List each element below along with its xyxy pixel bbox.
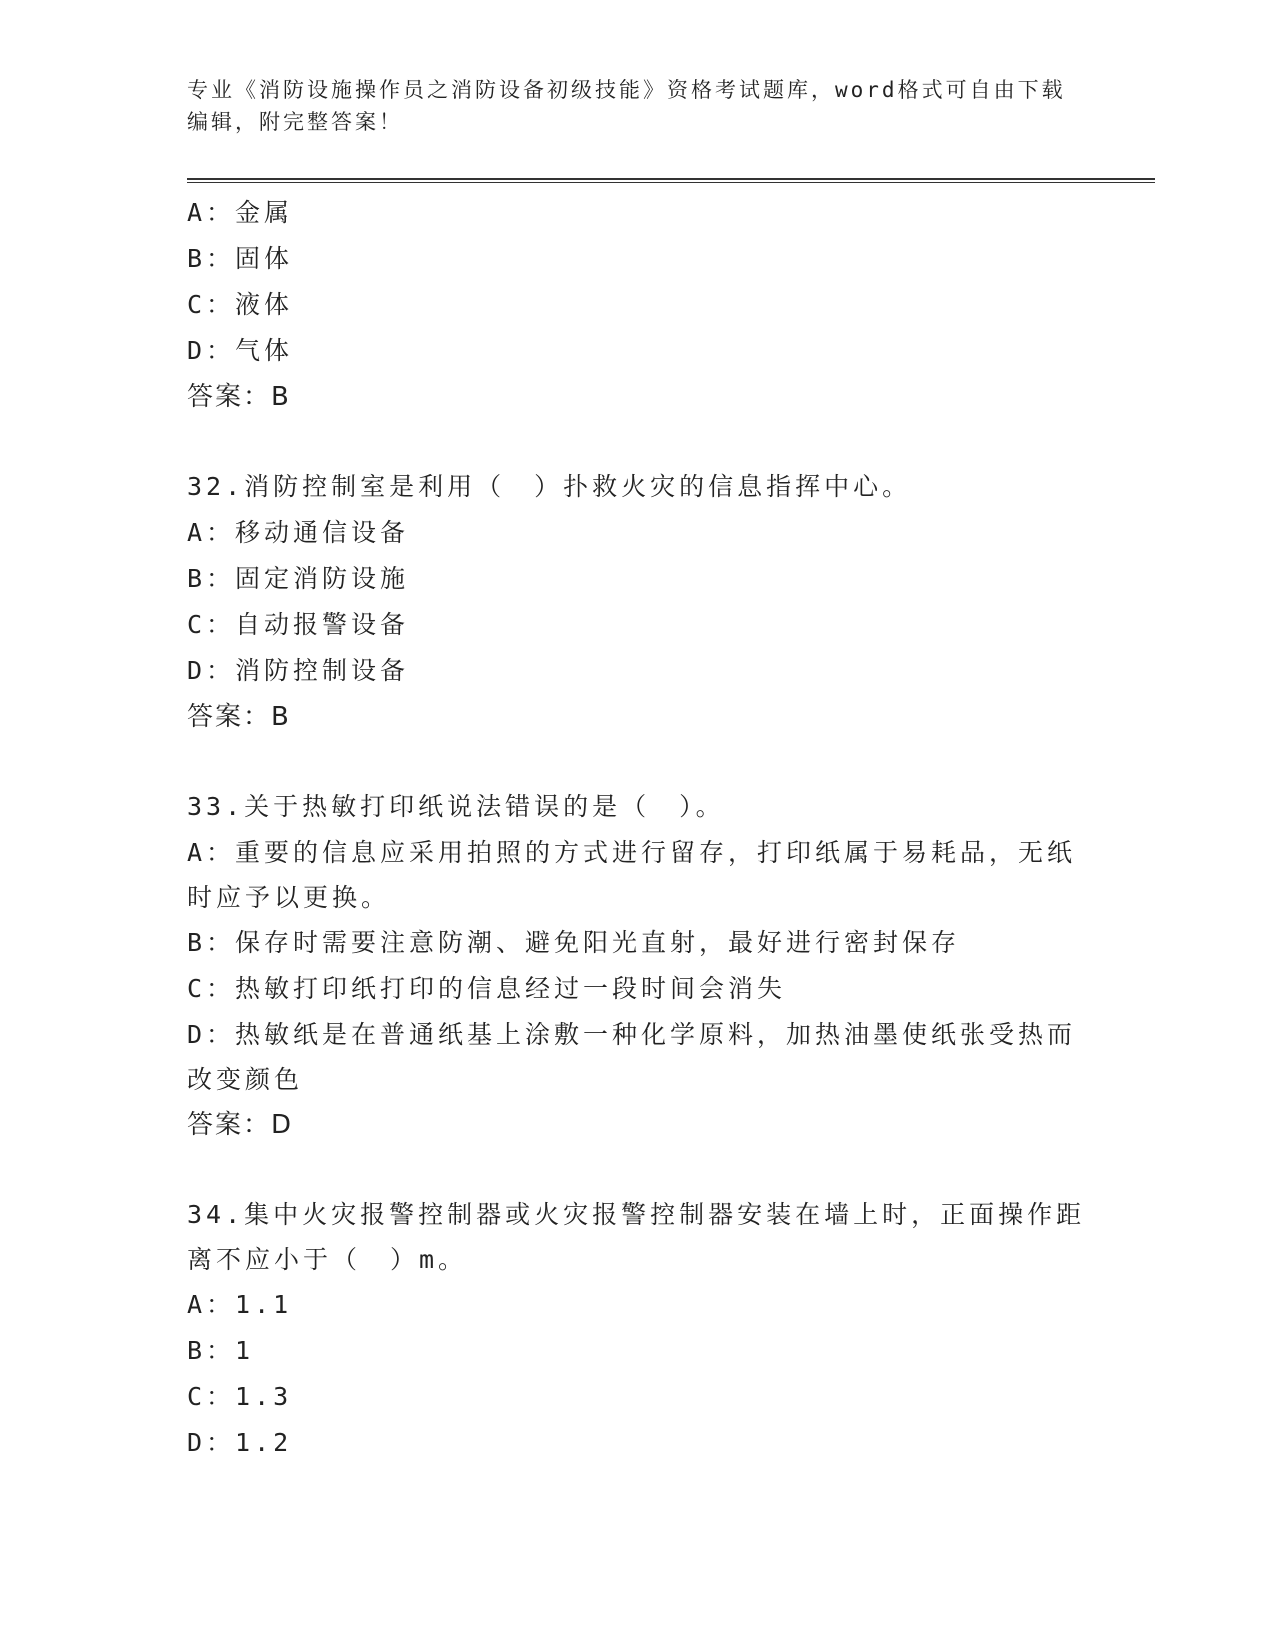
question-stem: 34.集中火灾报警控制器或火灾报警控制器安装在墙上时，正面操作距离不应小于（ ）m。 — [187, 1200, 1086, 1274]
document-header: 专业《消防设施操作员之消防设备初级技能》资格考试题库，word格式可自由下载编辑，附完整答案！ — [187, 78, 1066, 134]
option-a: A：移动通信设备 — [187, 518, 410, 547]
question-34 — [187, 1192, 1087, 1466]
answer-label: 答案：B — [187, 702, 291, 732]
question-33 — [187, 784, 1087, 1148]
option-a: A：1.1 — [187, 1290, 293, 1319]
option-b: B：1 — [187, 1336, 255, 1365]
option-d: D：热敏纸是在普通纸基上涂敷一种化学原料，加热油墨使纸张受热而改变颜色 — [187, 1020, 1077, 1094]
question-stem: 32.消防控制室是利用（ ）扑救火灾的信息指挥中心。 — [187, 472, 912, 501]
previous-question-tail — [187, 190, 1087, 420]
option-d: D：气体 — [187, 336, 294, 365]
option-c: C：热敏打印纸打印的信息经过一段时间会消失 — [187, 974, 787, 1003]
header-divider — [187, 178, 1155, 183]
option-c: C：自动报警设备 — [187, 610, 410, 639]
answer-label: 答案：D — [187, 1110, 294, 1140]
option-a: A：金属 — [187, 198, 294, 227]
option-c: C：液体 — [187, 290, 294, 319]
option-d: D：1.2 — [187, 1428, 293, 1457]
option-b: B：保存时需要注意防潮、避免阳光直射，最好进行密封保存 — [187, 928, 961, 957]
question-list — [187, 190, 1087, 1466]
question-stem: 33.关于热敏打印纸说法错误的是（ ）。 — [187, 792, 725, 821]
option-b: B：固定消防设施 — [187, 564, 410, 593]
option-b: B：固体 — [187, 244, 294, 273]
option-d: D：消防控制设备 — [187, 656, 410, 685]
option-c: C：1.3 — [187, 1382, 293, 1411]
answer-label: 答案：B — [187, 382, 291, 412]
option-a: A：重要的信息应采用拍照的方式进行留存，打印纸属于易耗品，无纸时应予以更换。 — [187, 838, 1077, 912]
question-32 — [187, 464, 1087, 740]
